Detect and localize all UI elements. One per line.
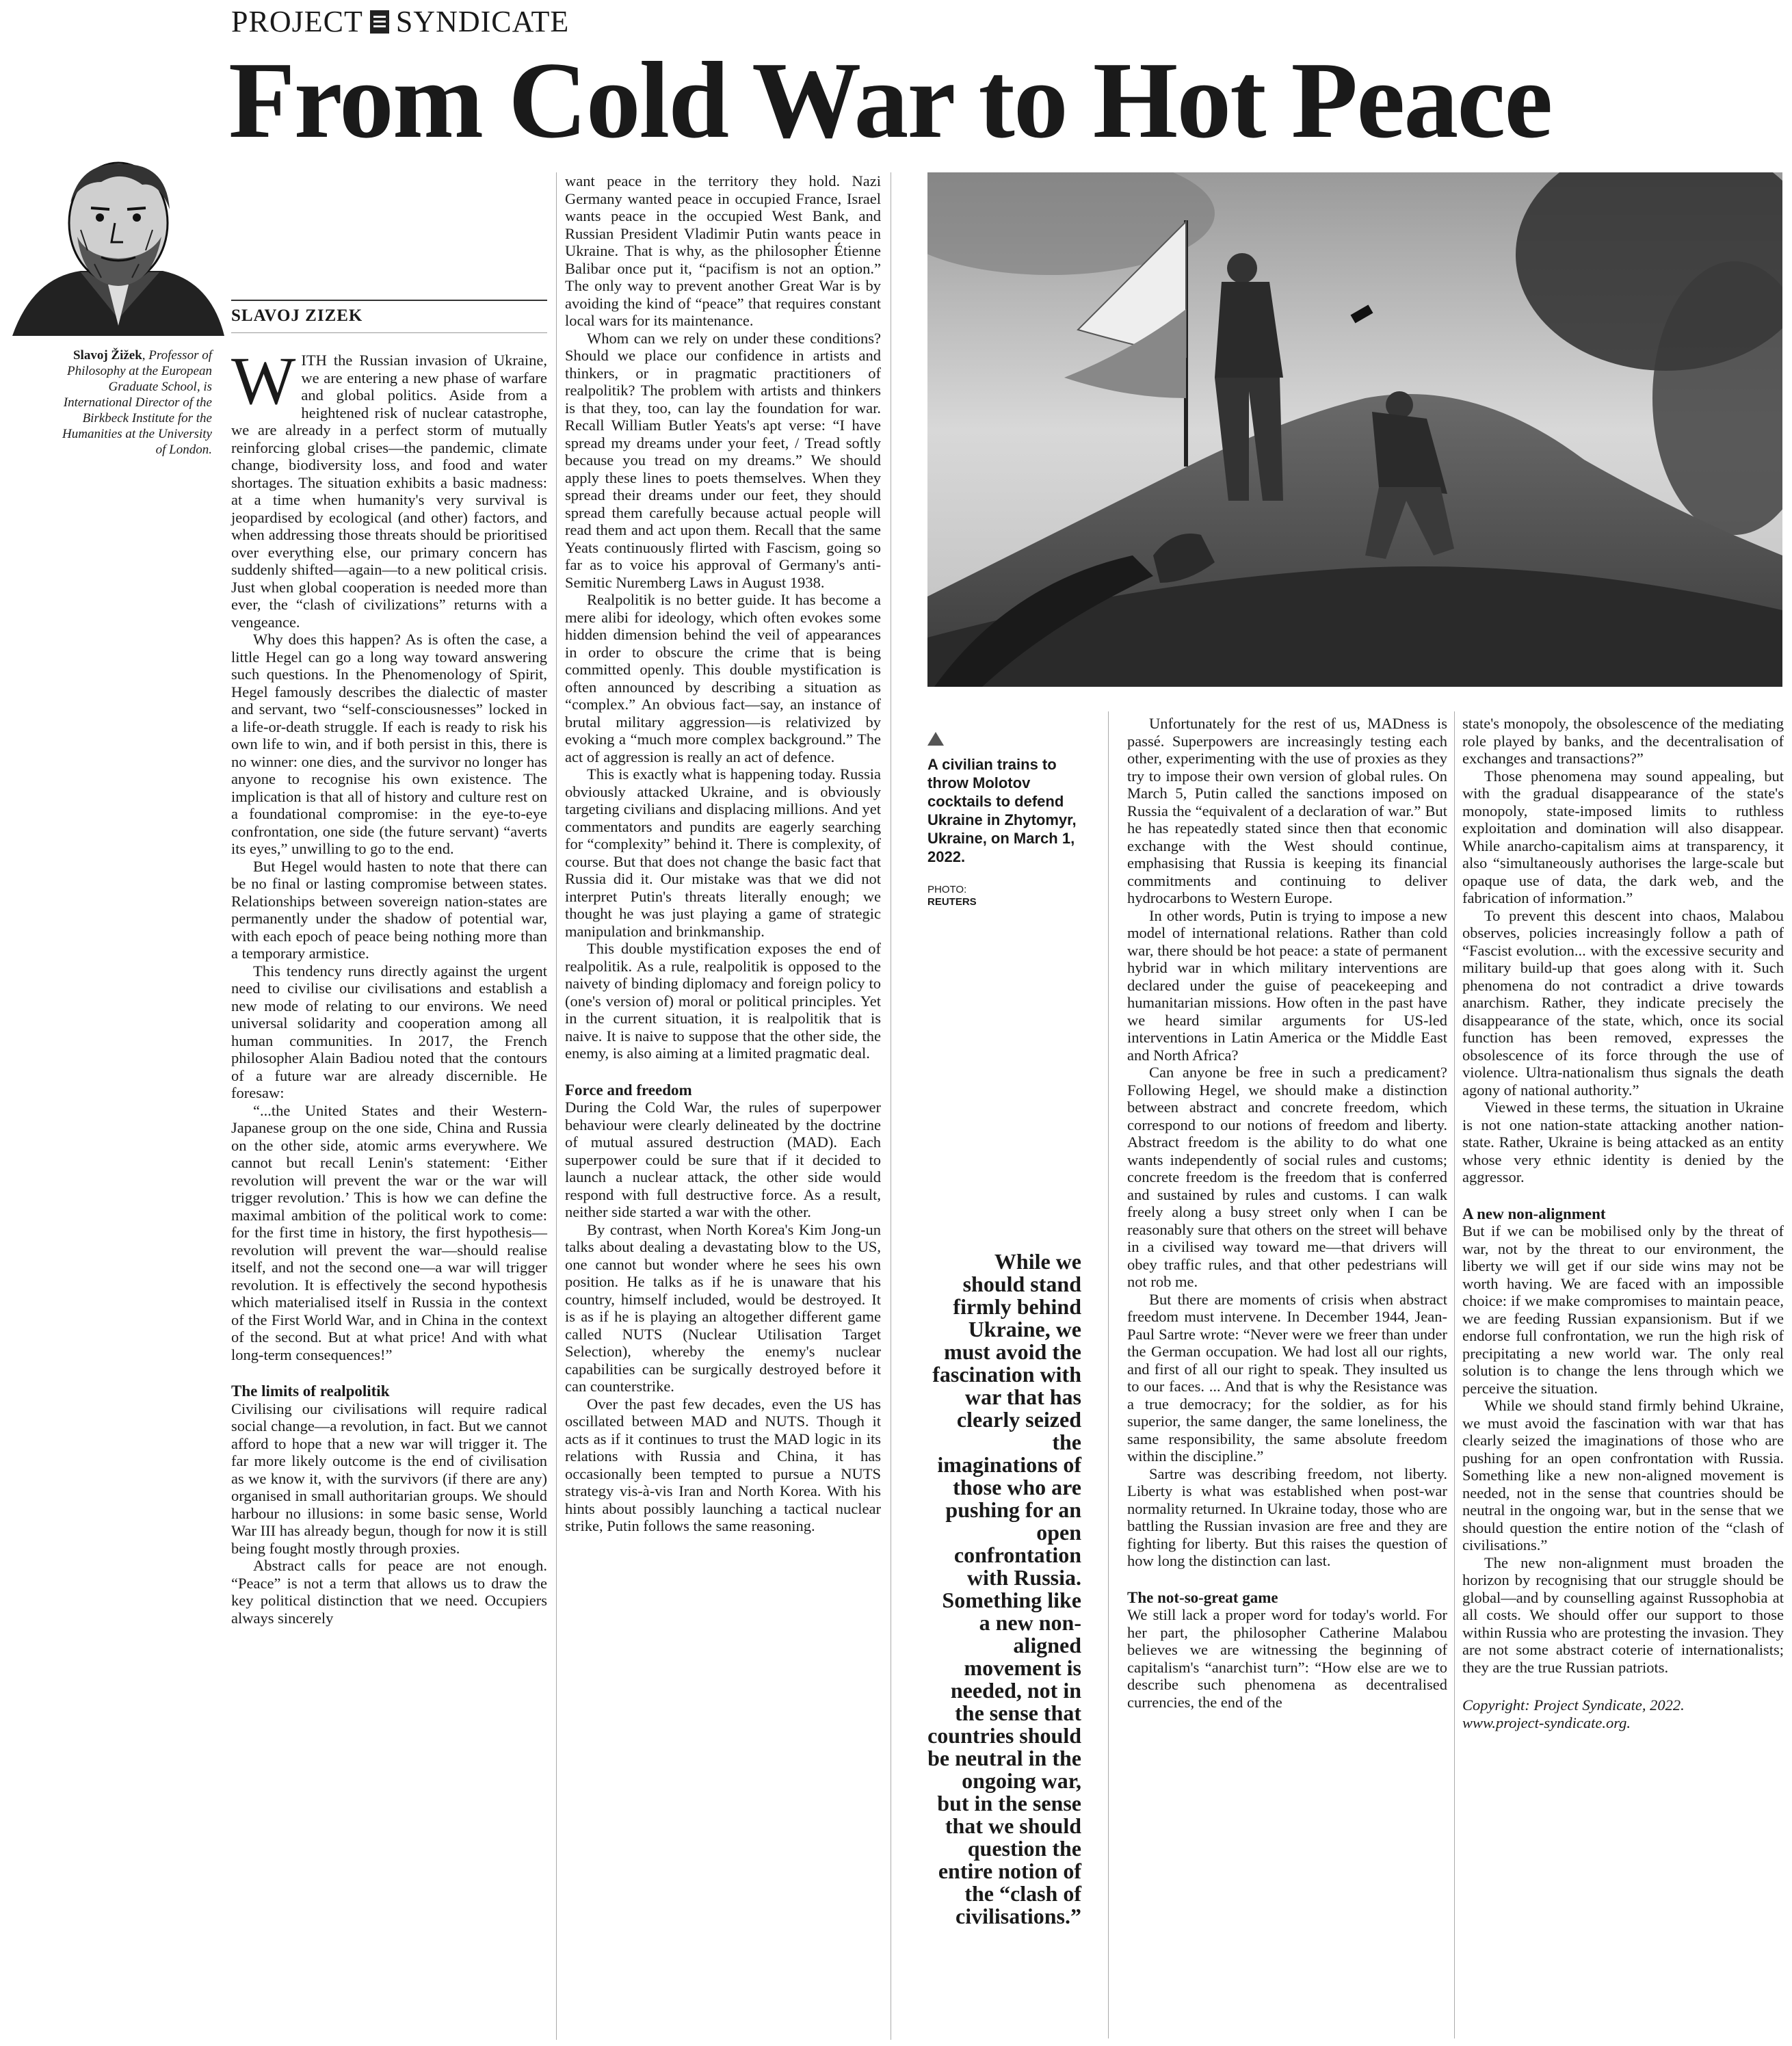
paragraph: During the Cold War, the rules of superpower behaviour were clearly delineated by the doctrine of mutual assured destruction (MAD). Each superpower could be sure that if it decided to launch a nuclear attack, the other side would respond with full destructive force. As a result, neither side started a war with the other. — [565, 1099, 881, 1220]
document-icon — [370, 10, 389, 34]
paragraph: Realpolitik is no better guide. It has become a mere alibi for ideology, which often evokes some hidden dimension behind the veil of appearances in order to obscure the crime that is being committed openly. This double mystification is often announced by describing a situation as “complex.” An obvious fact—say, an instance of brutal military aggression—is relativized by evoking a “much more complex background.” The act of aggression is really an act of defence. — [565, 591, 881, 765]
paragraph: want peace in the territory they hold. Nazi Germany wanted peace in occupied France, Israel wants peace in the occupied West Bank, and Russian President Vladimir Putin wants peace in Ukraine. That is why, as the philosopher Étienne Balibar once put it, “pacifism is not an option.” The only way to prevent another Great War is by avoiding the kind of “peace” that requires constant local wars for its maintenance. — [565, 172, 881, 329]
paragraph: This is exactly what is happening today. Russia obviously attacked Ukraine, and is obviously targeting civilians and displacing millions. And yet commentators and pundits are eagerly searching for “complexity” behind it. There is complexity, of course. But that does not change the basic fact that Russia did it. Our mistake was that we did not interpret Putin's threats literally enough; we thought he was just playing a game of strategic manipulation and brinkmanship. — [565, 765, 881, 940]
credit-label: PHOTO: — [927, 884, 967, 895]
author-bio — [62, 347, 212, 458]
news-photo — [927, 172, 1782, 687]
byline-top-rule — [231, 300, 547, 301]
paragraph: We still lack a proper word for today's world. For her part, the philosopher Catherine Malabou believes we are witnessing the beginning of capitalism's “anarchist turn”: “How else are we to describe such phenomena as decentralised currencies, the end of the — [1127, 1606, 1447, 1711]
article-column-3 — [1127, 715, 1447, 1711]
publication-masthead — [231, 4, 569, 39]
bio-name: Slavoj Žižek — [73, 348, 142, 363]
column-divider — [1108, 711, 1109, 2038]
column-divider — [556, 172, 557, 2040]
copyright-notice: Copyright: Project Syndicate, 2022. — [1462, 1696, 1685, 1714]
block-quote: “...the United States and their Western-Japanese group on the one side, China and Russia on the other side, atomic arms everywhere. We cannot but recall Lenin's statement: ‘Either revolution will prevent the war or the war will trigger revolution.’ This is how we can define the maximal ambition of the political work to come: for the first time in history, the first hypothesis—revolution will prevent the war—should realise itself, and not the second one—a war will trigger revolution. It is effectively the second hypothesis which materialised itself in Russia in the context of the First World War, and in China in the context of the second. But at what price! And with what long-term consequences!” — [231, 1101, 547, 1363]
paragraph: Why does this happen? As is often the case, a little Hegel can go a long way toward answering such questions. In the Phenomenology of Spirit, Hegel famously describes the dialectic of master and servant, two “self-consciousnesses” locked in a life-or-death struggle. If each is ready to risk his own life to win, and if both persist in this, there is no winner: one dies, and the survivor no longer has anyone to recognise his own existence. The implication is that all of history and culture rest on a foundational compromise: in the eye-to-eye confrontation, one side (the future servant) “averts its eyes,” unwilling to go to the end. — [231, 631, 547, 857]
paragraph: This tendency runs directly against the urgent need to civilise our civilisations and establish a new mode of relating to our environs. We need universal solidarity and cooperation among all human communities. In 2017, the French philosopher Alain Badiou noted that the contours of a future war are already discernible. He foresaw: — [231, 962, 547, 1101]
website-link[interactable]: www.project-syndicate.org. — [1462, 1714, 1631, 1731]
section-heading: Force and freedom — [565, 1081, 692, 1099]
pull-quote: While we should stand firmly behind Ukraine, we must avoid the fascination with war that has clearly seized the imaginations of those who are pushing for an open confrontation with Russia. Something like a new non-aligned movement is needed, not in the sense that countries should be neutral in the ongoing war, but in the sense that we should question the entire notion of the “clash of civilisations.” — [927, 1249, 1081, 1928]
paragraph: By contrast, when North Korea's Kim Jong-un talks about dealing a devastating blow to the US, one cannot but wonder where he sees his own position. He talks as if he is unaware that his country, himself included, would be destroyed. It is as if he is playing an altogether different game called NUTS (Nuclear Utilisation Target Selection), whereby the enemy's nuclear capabilities can be surgically destroyed before it can counterstrike. — [565, 1220, 881, 1395]
paragraph: The new non-alignment must broaden the horizon by recognising that our struggle should be global—and by counselling against Russophobia at all costs. We should offer our support to those within Russia who are protesting the invasion. They are not some abstract coterie of internationalists; they are the true Russian patriots. — [1462, 1553, 1784, 1676]
masthead-left: PROJECT — [231, 5, 363, 38]
column-divider — [1454, 711, 1455, 2038]
paragraph: To prevent this descent into chaos, Malabou observes, policies increasingly follow a path of “Fascist evolution... with the excessive security and military build-up that goes along with it. Such phenomena do not contradict a drive towards anarchism. Rather, they indicate precisely the disappearance of the state, which, once its social function has been removed, expresses the obsolescence of its force through the use of violence. Ultra-nationalism thus signals the death agony of national authority.” — [1462, 906, 1784, 1099]
author-byline: SLAVOJ ZIZEK — [231, 306, 363, 325]
paragraph: Whom can we rely on under these conditions? Should we place our confidence in artists and thinkers, or in pragmatic practitioners of realpolitik? The problem with artists and thinkers is that they, too, can lay the foundation for war. Recall William Butler Yeats's apt verse: “I have spread my dreams under your feet, / Tread softly because you tread on my dreams.” We should apply these lines to poets themselves. When they spread their dreams under our feet, they should spread them carefully because actual people will read them and act upon them. Recall that the same Yeats continuously flirted with Fascism, going so far as to voice his approval of Germany's anti-Semitic Nuremberg Laws in August 1938. — [565, 329, 881, 591]
paragraph: But Hegel would hasten to note that there can be no final or lasting compromise between states. Relationships between sovereign nation-states are permanently under the shadow of potential war, with each epoch of peace being nothing more than a temporary armistice. — [231, 857, 547, 962]
headline: From Cold War to Hot Peace — [228, 39, 1552, 161]
caption-text: A civilian trains to throw Molotov cocktails to defend Ukraine in Zhytomyr, Ukraine, on March 1, 2022. — [927, 756, 1077, 865]
bio-text: , Professor of Philosophy at the European Graduate School, is International Director of the Birkbeck Institute for the Humanities at the University of London. — [62, 348, 212, 457]
section-heading: The limits of realpolitik — [231, 1382, 390, 1400]
paragraph: This double mystification exposes the end of realpolitik. As a rule, realpolitik is opposed to the naivety of binding diplomacy and foreign policy to (one's version of) moral or political principles. Yet in the current situation, it is realpolitik that is naive. It is naive to suppose that the other side, the enemy, is also aiming at a limited pragmatic deal. — [565, 940, 881, 1062]
photo-caption — [927, 732, 1081, 866]
paragraph: Over the past few decades, even the US has oscillated between MAD and NUTS. Though it acts as if it continues to trust the MAD logic in its relations with Russia and China, it has occasionally been tempted to pursue a NUTS strategy vis-à-vis Iran and North Korea. With his hints about possibly launching a tactical nuclear strike, Putin follows the same reasoning. — [565, 1395, 881, 1534]
author-portrait-illustration — [5, 155, 231, 339]
section-heading: A new non-alignment — [1462, 1205, 1606, 1222]
article-column-4 — [1462, 715, 1784, 1731]
paragraph: state's monopoly, the obsolescence of the mediating role played by banks, and the decentralisation of exchanges and transactions?” — [1462, 715, 1784, 767]
article-column-2 — [565, 172, 881, 1535]
paragraph: But if we can be mobilised only by the threat of war, not by the threat to our environment, the liberty we will get if our side wins may not be worth having. We are faced with an impossible choice: if we make compromises to maintain peace, we are feeding Russian expansionism. But if we endorse full confrontation, we run the high risk of precipitating a new world war. The only real solution is to change the lens through which we perceive the situation. — [1462, 1222, 1784, 1397]
paragraph: But there are moments of crisis when abstract freedom must intervene. In December 1944, Jean-Paul Sartre wrote: “Never were we freer than under the German occupation. We had lost all our rights, and first of all our right to speak. They insulted us to our faces. ... And that is why the Resistance was a true democracy; for the soldier, as for his superior, the same danger, the same loneliness, the same responsibility, the same absolute freedom within the discipline.” — [1127, 1290, 1447, 1465]
lead-paragraph: WITH the Russian invasion of Ukraine, we are entering a new phase of warfare and global politics. Aside from a heightened risk of nuclear catastrophe, we are already in a perfect storm of mutually reinforcing global crises—the pandemic, climate change, biodiversity loss, and food and water shortages. The situation exhibits a basic madness: at a time when humanity's very survival is jeopardised by ecological (and other) factors, and when addressing those threats should be prioritised over everything else, our primary concern has suddenly shifted—again—to a new political crisis. Just when global cooperation is needed more than ever, the “clash of civilizations” returns with a vengeance. — [231, 343, 547, 631]
section-heading: The not-so-great game — [1127, 1588, 1278, 1606]
drop-cap: W — [231, 343, 296, 419]
paragraph: Civilising our civilisations will require radical social change—a revolution, in fact. But we cannot afford to hope that a new war will trigger it. The far more likely outcome is the end of civilisation as we know it, with the survivors (if there are any) organised in small authoritarian groups. We should harbour no illusions: in some basic sense, World War III has already begun, though for now it is still being fought mostly through proxies. — [231, 1400, 547, 1557]
credit-source: REUTERS — [927, 896, 977, 908]
paragraph: Can anyone be free in such a predicament? Following Hegel, we should make a distinction between abstract and concrete freedom, which correspond to our notions of freedom and liberty. Abstract freedom is the ability to do what one wants independently of social rules and customs; concrete freedom is the freedom that is conferred and sustained by rules and customs. I can walk freely along a busy street only when I can be reasonably sure that others on the street will behave in a civilised way toward me—that drivers will obey traffic rules, and that other pedestrians will not rob me. — [1127, 1064, 1447, 1290]
article-column-1 — [231, 343, 547, 1627]
paragraph: In other words, Putin is trying to impose a new model of international relations. Rather than cold war, there should be hot peace: a state of permanent hybrid war in which military interventions are declared under the guise of peacekeeping and humanitarian missions. How often in the past have we heard similar arguments for US-led interventions in Latin America or the Middle East and North Africa? — [1127, 906, 1447, 1064]
paragraph: While we should stand firmly behind Ukraine, we must avoid the fascination with war that has clearly seized the imaginations of those who are pushing for an open confrontation with Russia. Something like a new non-aligned movement is needed, not in the sense that countries should be neutral in the ongoing war, but in the sense that we should question the entire notion of the “clash of civilisations.” — [1462, 1397, 1784, 1553]
paragraph: Sartre was describing freedom, not liberty. Liberty is what was established when post-war normality returned. In Ukraine today, those who are battling the Russian invasion are free and they are fighting for liberty. But this raises the question of how long the distinction can last. — [1127, 1465, 1447, 1569]
masthead-right: SYNDICATE — [395, 5, 570, 38]
paragraph: Abstract calls for peace are not enough. “Peace” is not a term that allows us to draw the key political distinction that we need. Occupiers always sincerely — [231, 1557, 547, 1627]
photo-credit — [927, 884, 977, 908]
byline-bottom-rule — [231, 332, 547, 333]
paragraph: Viewed in these terms, the situation in Ukraine is not one nation-state attacking another nation-state. Rather, Ukraine is being attacked as an entity whose very ethnic identity is denied by the aggressor. — [1462, 1099, 1784, 1185]
paragraph: Those phenomena may sound appealing, but with the gradual disappearance of the state's monopoly, state-imposed limits to ruthless exploitation and domination will also disappear. While anarcho-capitalism aims at transparency, it also “simultaneously authorises the large-scale but opaque use of data, the dark web, and the fabrication of information.” — [1462, 767, 1784, 906]
paragraph: Unfortunately for the rest of us, MADness is passé. Superpowers are increasingly testing each other, experimenting with the use of proxies as they try to impose their own version of global rules. On March 5, Putin called the sanctions imposed on Russia the “equivalent of a declaration of war.” But he has repeatedly stated since then that economic exchange with the West should continue, emphasising that Russia is keeping its financial commitments and continuing to deliver hydrocarbons to Western Europe. — [1127, 715, 1447, 906]
caption-triangle-icon — [927, 732, 944, 746]
